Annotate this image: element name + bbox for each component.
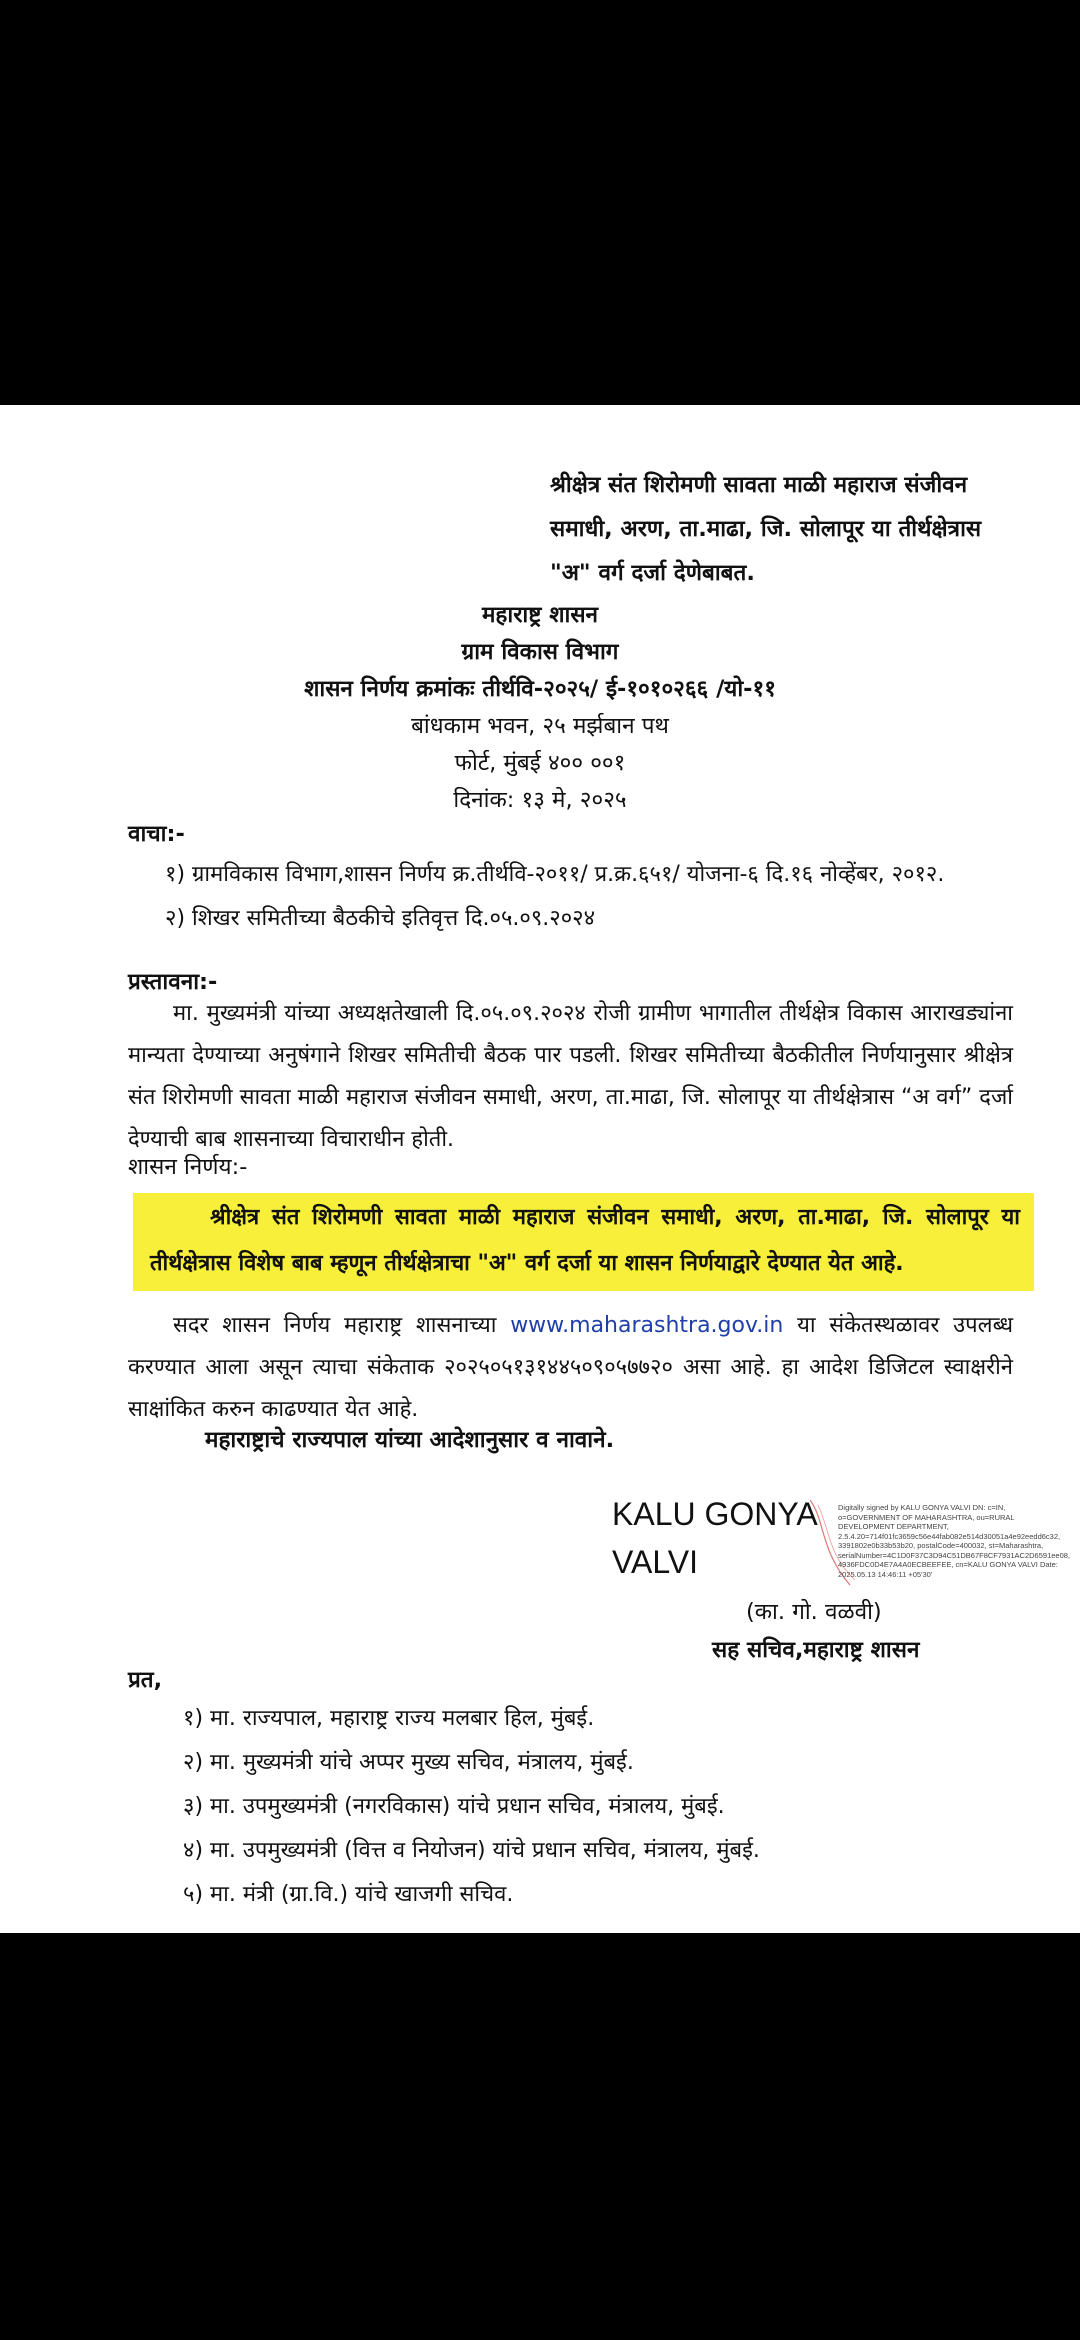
list-item: १) ग्रामविकास विभाग,शासन निर्णय क्र.तीर्थवि-२०११/ प्र.क्र.६५१/ योजना-६ दि.१६ नोव्हेंबर, २०१२. <box>165 862 945 887</box>
list-item: २) शिखर समितीच्या बैठकीचे इतिवृत्त दि.०५.०९.२०२४ <box>165 906 596 931</box>
list-item: २) मा. मुख्यमंत्री यांचे अप्पर मुख्य सचिव, मंत्रालय, मुंबई. <box>183 1750 634 1775</box>
list-item: ४) मा. उपमुख्यमंत्री (वित्त व नियोजन) यांचे प्रधान सचिव, मंत्रालय, मुंबई. <box>183 1838 760 1863</box>
order-header <box>0 597 1080 819</box>
website-text: या संकेतस्थळावर उपलब्ध करण्यात आला असून त्याचा संकेताक २०२५०५१३१४४५०९०५७७२० असा आहे. हा आदेश डिजिटल स्वाक्षरीने साक्षांकित करुन काढण्यात येत आहे. <box>128 1313 1014 1422</box>
order-number: शासन निर्णय क्रमांकः तीर्थवि-२०२५/ ई-१०१०२६६ /यो-११ <box>304 676 776 702</box>
decision-highlight: श्रीक्षेत्र संत शिरोमणी सावता माळी महाराज संजीवन समाधी, अरण, ता.माढा, जि. सोलापूर या तीर्थक्षेत्रास विशेष बाब म्हणून तीर्थक्षेत्राचा "अ" वर्ग दर्जा या शासन निर्णयाद्वारे देण्यात येत आहे. <box>150 1205 1020 1276</box>
reading-list <box>165 853 944 941</box>
signatory-initials: (का. गो. वळवी) <box>746 1599 882 1625</box>
website-paragraph <box>128 1305 1013 1431</box>
copy-label: प्रत, <box>128 1667 163 1693</box>
list-item: ५) मा. मंत्री (ग्रा.वि.) यांचे खाजगी सचिव. <box>183 1882 514 1907</box>
website-link[interactable]: www.maharashtra.gov.in <box>510 1313 784 1338</box>
subject-line: "अ" वर्ग दर्जा देणेबाबत. <box>550 560 755 586</box>
document-page <box>0 405 1080 1933</box>
subject-line: समाधी, अरण, ता.माढा, जि. सोलापूर या तीर्थक्षेत्रास <box>550 516 982 542</box>
website-text: सदर शासन निर्णय महाराष्ट्र शासनाच्या <box>173 1313 497 1338</box>
reading-label: वाचा:- <box>128 821 185 847</box>
subject-block <box>550 463 981 595</box>
signatory-designation: सह सचिव,महाराष्ट्र शासन <box>712 1637 920 1663</box>
list-item: १) मा. राज्यपाल, महाराष्ट्र राज्य मलबार हिल, मुंबई. <box>183 1706 595 1731</box>
signature-name-line: VALVI <box>612 1544 698 1580</box>
closing-line: महाराष्ट्राचे राज्यपाल यांच्या आदेशानुसार व नावाने. <box>205 1427 615 1453</box>
department-name: ग्राम विकास विभाग <box>461 639 619 665</box>
signature-name-line: KALU GONYA <box>612 1496 818 1532</box>
address-line: बांधकाम भवन, २५ मर्झबान पथ <box>411 713 669 739</box>
signatory-name <box>612 1490 818 1586</box>
copy-list <box>183 1697 760 1917</box>
government-name: महाराष्ट्र शासन <box>481 602 599 628</box>
preamble-label: प्रस्तावना:- <box>128 969 218 995</box>
list-item: ३) मा. उपमुख्यमंत्री (नगरविकास) यांचे प्रधान सचिव, मंत्रालय, मुंबई. <box>183 1794 725 1819</box>
preamble-text: मा. मुख्यमंत्री यांच्या अध्यक्षतेखाली दि.०५.०९.२०२४ रोजी ग्रामीण भागातील तीर्थक्षेत्र विकास आराखड्यांना मान्यता देण्याच्या अनुषंगाने शिखर समितीची बैठक पार पडली. शिखर समितीच्या बैठकीतील निर्णयानुसार श्रीक्षेत्र संत शिरोमणी सावता माळी महाराज संजीवन समाधी, अरण, ता.माढा, जि. सोलापूर या तीर्थक्षेत्रास “अ वर्ग” दर्जा देण्याची बाब शासनाच्या विचाराधीन होती. <box>128 1001 1013 1152</box>
subject-line: श्रीक्षेत्र संत शिरोमणी सावता माळी महाराज संजीवन <box>550 472 968 498</box>
address-line: फोर्ट, मुंबई ४०० ००१ <box>454 750 626 776</box>
digital-signature-details: Digitally signed by KALU GONYA VALVI DN: c=IN, o=GOVERNMENT OF MAHARASHTRA, ou=RURAL DEVELOPMENT DEPARTMENT, 2.5.4.20=714f01fc3659c56e44fab082e514d30051a4e92eedd6c32, 3391802e0b33b53b20, postalCode=400032, st=Maharashtra, serialNumber=4C1D0F37C3D94C51DB67F8CF7931AC2D6591ee08, 4936FDC0D4E7A4A0ECBEEFEE, cn=KALU GONYA VALVI Date: 2025.05.13 14:46:11 +05'30' <box>838 1503 1071 1579</box>
decision-label: शासन निर्णय:- <box>128 1154 248 1180</box>
order-date: दिनांक: १३ मे, २०२५ <box>453 787 627 813</box>
